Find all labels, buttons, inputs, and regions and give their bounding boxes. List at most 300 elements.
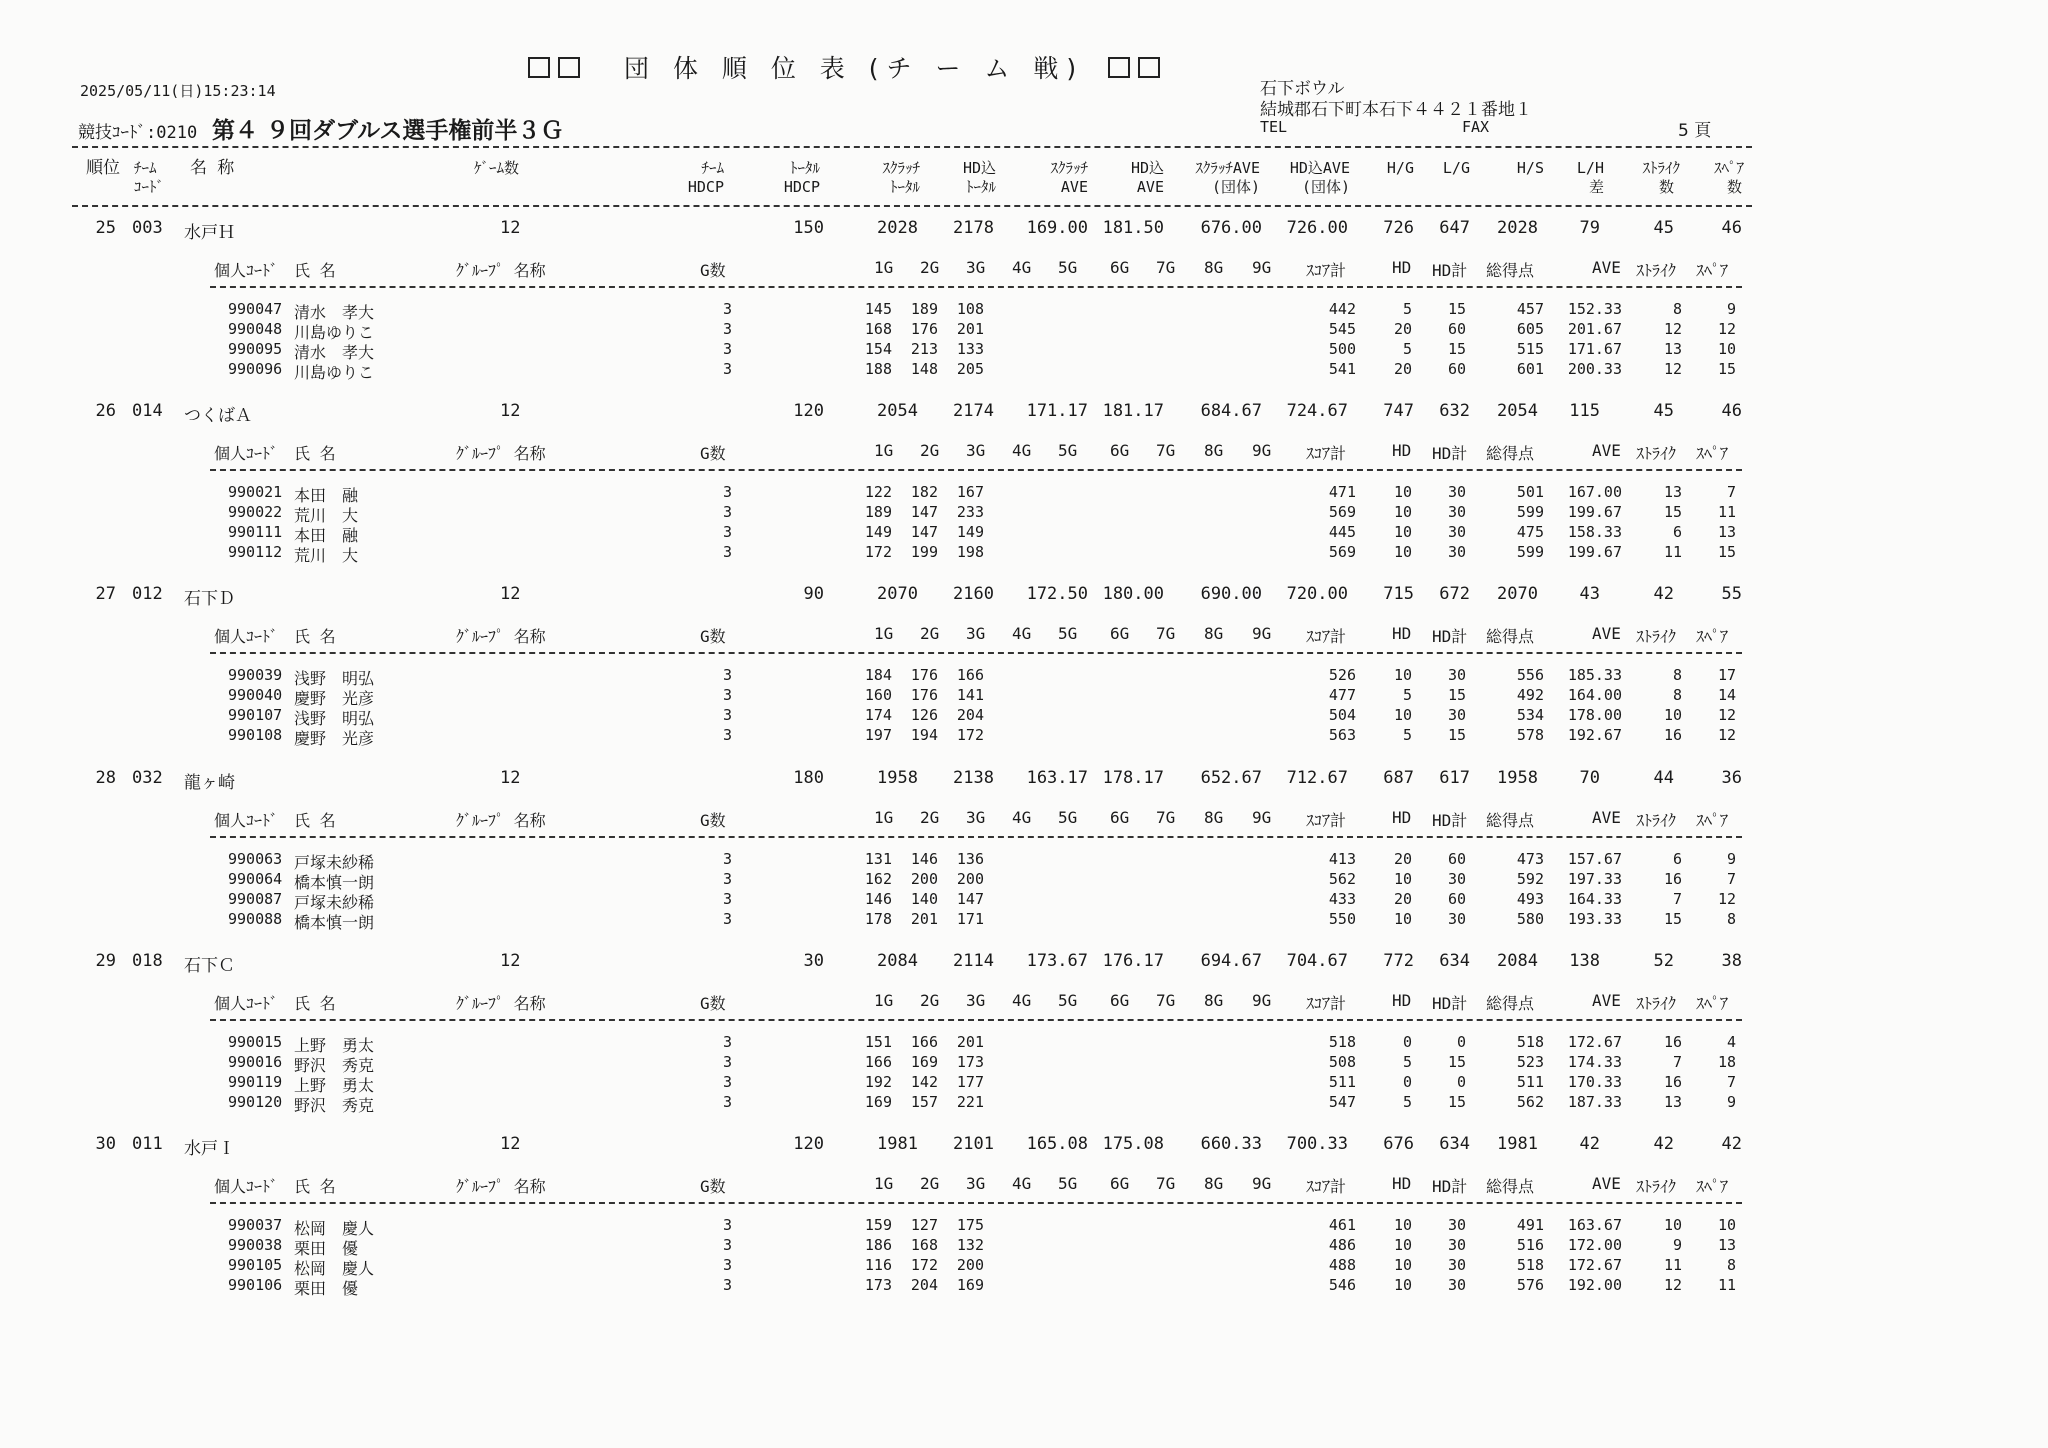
player-header-rule: [210, 836, 1742, 838]
player-col-g7: 7G: [1156, 990, 1176, 1010]
player-g3: 205: [956, 360, 984, 378]
player-score: 511: [1328, 1072, 1356, 1091]
player-g3: 147: [956, 889, 984, 908]
player-points: 576: [1516, 1276, 1544, 1294]
page-number: 5 頁: [1678, 121, 1712, 141]
player-col-games: G数: [700, 627, 726, 647]
player-hd-total: 30: [1447, 869, 1466, 888]
player-header-rule: [210, 286, 1742, 288]
col-lg: L/G: [1442, 159, 1470, 177]
player-points: 457: [1516, 300, 1544, 318]
team-games: 12: [500, 401, 521, 422]
team-hg: 747: [1383, 401, 1414, 422]
player-hd: 10: [1393, 869, 1412, 888]
player-col-score: ｽｺｱ計: [1306, 627, 1347, 647]
player-games: 3: [722, 340, 732, 358]
player-code: 990015: [228, 1032, 283, 1051]
player-hd-total: 15: [1447, 686, 1466, 705]
col-games: ｹﾞｰﾑ数: [474, 159, 520, 177]
team-total-hdcp: 120: [793, 1134, 824, 1154]
player-hd-total: 60: [1447, 889, 1466, 908]
team-lh: 79: [1579, 218, 1600, 238]
player-strikes: 10: [1663, 1216, 1682, 1234]
player-spares: 12: [1717, 320, 1736, 338]
team-hd-ave-team: 724.67: [1286, 401, 1348, 422]
team-lg: 634: [1439, 1134, 1470, 1154]
player-col-g6: 6G: [1110, 1174, 1130, 1193]
player-score: 471: [1328, 483, 1356, 502]
team-lh: 138: [1569, 950, 1600, 971]
player-g3: 201: [956, 1032, 984, 1051]
col-team-hdcp-1: ﾁｰﾑ: [701, 159, 724, 177]
player-name: 上野 勇太: [294, 1035, 375, 1055]
player-col-g1: 1G: [874, 441, 894, 461]
team-hd-total: 2114: [953, 950, 994, 971]
player-code: 990064: [228, 869, 283, 888]
player-ave: 158.33: [1567, 523, 1622, 542]
tel-label: TEL: [1260, 118, 1288, 136]
player-games: 3: [722, 1236, 732, 1254]
player-g1: 188: [864, 360, 892, 378]
player-col-g9: 9G: [1252, 1174, 1272, 1193]
player-g1: 186: [864, 1236, 892, 1254]
player-col-points: 総得点: [1486, 993, 1535, 1013]
player-g2: 213: [910, 340, 938, 358]
player-col-g3: 3G: [966, 1174, 986, 1193]
col-strikes-1: ｽﾄﾗｲｸ: [1642, 159, 1680, 177]
col-hd-ave-team-1: HD込AVE: [1289, 159, 1350, 177]
player-code: 990105: [228, 1256, 283, 1274]
player-col-g5: 5G: [1058, 807, 1078, 827]
player-col-hd: HD: [1392, 1174, 1412, 1193]
player-name: 川島ゆりこ: [294, 363, 375, 382]
team-strikes: 45: [1653, 401, 1674, 422]
player-col-g6: 6G: [1110, 807, 1130, 827]
player-col-games: G数: [700, 810, 726, 830]
team-name: 石下Ｄ: [184, 589, 235, 610]
player-g3: 204: [956, 706, 984, 725]
player-col-g9: 9G: [1252, 990, 1272, 1010]
player-spares: 10: [1717, 1216, 1736, 1234]
player-hd: 10: [1393, 706, 1412, 725]
player-points: 592: [1516, 869, 1544, 888]
player-points: 599: [1516, 503, 1544, 522]
player-strikes: 6: [1672, 849, 1682, 868]
player-strikes: 9: [1672, 1236, 1682, 1254]
player-col-g8: 8G: [1204, 1174, 1224, 1193]
player-points: 492: [1516, 686, 1544, 705]
player-strikes: 13: [1663, 1092, 1682, 1111]
player-g1: 116: [864, 1256, 892, 1274]
player-name: 野沢 秀克: [294, 1095, 375, 1115]
player-spares: 13: [1717, 523, 1736, 542]
player-g2: 166: [910, 1032, 938, 1051]
player-score: 508: [1328, 1052, 1356, 1071]
team-hd-ave: 181.50: [1102, 218, 1164, 238]
player-hd-total: 30: [1447, 543, 1466, 562]
player-col-spare: ｽﾍﾟｱ: [1696, 444, 1729, 464]
player-g1: 145: [864, 300, 892, 318]
team-hd-total: 2160: [953, 584, 994, 605]
player-ave: 167.00: [1567, 483, 1622, 502]
player-col-score: ｽｺｱ計: [1306, 1177, 1347, 1196]
team-lg: 617: [1439, 767, 1470, 788]
player-hd: 5: [1402, 686, 1412, 705]
player-score: 526: [1328, 666, 1356, 685]
team-rank: 30: [95, 1134, 116, 1154]
player-code: 990107: [228, 706, 283, 725]
col-scratch-ave-team-1: ｽｸﾗｯﾁAVE: [1195, 159, 1260, 177]
player-col-strike: ｽﾄﾗｲｸ: [1636, 993, 1677, 1013]
player-col-hd-total: HD計: [1432, 261, 1468, 280]
player-g1: 192: [864, 1072, 892, 1091]
player-spares: 12: [1717, 706, 1736, 725]
player-games: 3: [722, 360, 732, 378]
col-scratch-total-1: ｽｸﾗｯﾁ: [882, 159, 920, 177]
team-name: 龍ヶ崎: [184, 772, 235, 793]
team-hd-ave: 175.08: [1102, 1134, 1164, 1154]
player-name: 慶野 光彦: [294, 729, 375, 749]
player-col-games: G数: [700, 261, 726, 280]
player-header-rule: [210, 652, 1742, 654]
player-g2: 204: [910, 1276, 938, 1294]
player-strikes: 16: [1663, 1072, 1682, 1091]
event-name: 第４ ９回ダブルス選手権前半３Ｇ: [212, 118, 564, 144]
player-g1: 172: [864, 543, 892, 562]
player-col-g3: 3G: [966, 441, 986, 461]
player-ave: 157.67: [1567, 849, 1622, 868]
player-col-g9: 9G: [1252, 258, 1272, 277]
player-name: 慶野 光彦: [294, 689, 375, 709]
player-g2: 140: [910, 889, 938, 908]
player-col-name: 氏 名: [294, 444, 336, 464]
player-g3: 133: [956, 340, 984, 358]
player-g1: 166: [864, 1052, 892, 1071]
player-spares: 7: [1726, 1072, 1736, 1091]
team-total-hdcp: 180: [793, 767, 824, 788]
player-games: 3: [722, 320, 732, 338]
player-strikes: 7: [1672, 1052, 1682, 1071]
player-col-strike: ｽﾄﾗｲｸ: [1636, 810, 1677, 830]
player-col-g2: 2G: [920, 1174, 940, 1193]
player-spares: 11: [1717, 503, 1736, 522]
player-name: 栗田 優: [294, 1239, 359, 1258]
player-g2: 182: [910, 483, 938, 502]
player-code: 990047: [228, 300, 283, 318]
player-ave: 199.67: [1567, 543, 1622, 562]
player-g3: 149: [956, 523, 984, 542]
report-title: 団 体 順 位 表 (チ ー ム 戦): [624, 54, 1085, 83]
player-hd-total: 60: [1447, 320, 1466, 338]
player-col-g6: 6G: [1110, 990, 1130, 1010]
player-col-g8: 8G: [1204, 258, 1224, 277]
team-hs: 1981: [1497, 1134, 1538, 1154]
col-scratch-ave-1: ｽｸﾗｯﾁ: [1050, 159, 1088, 177]
col-hd-total-1: HD込: [962, 159, 996, 177]
player-strikes: 15: [1663, 503, 1682, 522]
player-strikes: 16: [1663, 1032, 1682, 1051]
team-scratch-ave: 169.00: [1026, 218, 1088, 238]
player-col-strike: ｽﾄﾗｲｸ: [1636, 444, 1677, 464]
player-g3: 221: [956, 1092, 984, 1111]
player-spares: 4: [1726, 1032, 1736, 1051]
player-games: 3: [722, 706, 732, 725]
player-col-games: G数: [700, 444, 726, 464]
player-col-spare: ｽﾍﾟｱ: [1696, 810, 1729, 830]
player-g2: 199: [910, 543, 938, 562]
player-ave: 197.33: [1567, 869, 1622, 888]
player-g3: 108: [956, 300, 984, 318]
player-g2: 147: [910, 503, 938, 522]
player-g3: 172: [956, 726, 984, 745]
player-code: 990111: [228, 523, 283, 542]
player-g3: 233: [956, 503, 984, 522]
player-name: 本田 融: [294, 486, 359, 506]
player-code: 990037: [228, 1216, 283, 1234]
team-hd-ave: 180.00: [1102, 584, 1164, 605]
team-hg: 726: [1383, 218, 1414, 238]
player-points: 493: [1516, 889, 1544, 908]
team-lh: 115: [1569, 401, 1600, 422]
player-g2: 157: [910, 1092, 938, 1111]
player-name: 清水 孝大: [294, 343, 375, 362]
team-code: 003: [132, 218, 163, 238]
player-col-group: ｸﾞﾙｰﾌﾟ 名称: [456, 1177, 546, 1196]
player-hd: 10: [1393, 1256, 1412, 1274]
player-col-ave: AVE: [1592, 990, 1621, 1010]
player-ave: 171.67: [1567, 340, 1622, 358]
player-col-g7: 7G: [1156, 807, 1176, 827]
team-hd-total: 2178: [953, 218, 994, 238]
player-col-g8: 8G: [1204, 990, 1224, 1010]
player-col-ave: AVE: [1592, 1174, 1621, 1193]
player-ave: 200.33: [1567, 360, 1622, 378]
col-rank: 順位: [86, 158, 120, 178]
player-games: 3: [722, 686, 732, 705]
player-hd-total: 15: [1447, 300, 1466, 318]
player-score: 562: [1328, 869, 1356, 888]
player-col-g6: 6G: [1110, 258, 1130, 277]
col-team-code-2: ｺｰﾄﾞ: [134, 178, 165, 196]
player-col-g5: 5G: [1058, 1174, 1078, 1193]
player-col-name: 氏 名: [294, 627, 336, 647]
player-name: 松岡 慶人: [294, 1259, 375, 1278]
player-col-group: ｸﾞﾙｰﾌﾟ 名称: [456, 627, 546, 647]
player-col-g1: 1G: [874, 807, 894, 827]
player-col-g4: 4G: [1012, 624, 1032, 644]
player-spares: 7: [1726, 483, 1736, 502]
player-g1: 189: [864, 503, 892, 522]
player-games: 3: [722, 523, 732, 542]
team-hg: 715: [1383, 584, 1414, 605]
player-name: 川島ゆりこ: [294, 323, 375, 342]
player-ave: 178.00: [1567, 706, 1622, 725]
player-code: 990112: [228, 543, 283, 562]
team-name: 石下Ｃ: [184, 955, 235, 976]
team-hs: 2084: [1497, 950, 1538, 971]
player-code: 990016: [228, 1052, 283, 1071]
player-points: 578: [1516, 726, 1544, 745]
player-points: 515: [1516, 340, 1544, 358]
player-games: 3: [722, 849, 732, 868]
player-col-points: 総得点: [1486, 1177, 1535, 1196]
team-scratch-total: 2054: [877, 401, 918, 422]
player-strikes: 8: [1672, 686, 1682, 705]
player-spares: 15: [1717, 360, 1736, 378]
player-g1: 184: [864, 666, 892, 685]
team-name: 水戸Ｈ: [184, 223, 235, 243]
player-hd: 5: [1402, 300, 1412, 318]
team-hg: 676: [1383, 1134, 1414, 1154]
player-hd-total: 30: [1447, 523, 1466, 542]
player-col-group: ｸﾞﾙｰﾌﾟ 名称: [456, 261, 546, 280]
player-code: 990108: [228, 726, 283, 745]
player-code: 990063: [228, 849, 283, 868]
title-box-icon: [558, 57, 580, 78]
player-hd: 20: [1393, 849, 1412, 868]
player-points: 518: [1516, 1032, 1544, 1051]
player-games: 3: [722, 666, 732, 685]
player-spares: 9: [1726, 1092, 1736, 1111]
col-scratch-ave-team-2: (団体): [1211, 178, 1260, 196]
player-col-ave: AVE: [1592, 441, 1621, 461]
player-col-points: 総得点: [1486, 444, 1535, 464]
player-col-spare: ｽﾍﾟｱ: [1696, 1177, 1729, 1196]
player-col-points: 総得点: [1486, 810, 1535, 830]
player-score: 550: [1328, 909, 1356, 928]
player-spares: 9: [1726, 849, 1736, 868]
player-g2: 176: [910, 666, 938, 685]
player-games: 3: [722, 869, 732, 888]
player-hd-total: 30: [1447, 909, 1466, 928]
player-g2: 168: [910, 1236, 938, 1254]
venue-address: 結城郡石下町本石下４４２１番地１: [1260, 100, 1532, 120]
player-points: 491: [1516, 1216, 1544, 1234]
header-bottom-rule: [72, 205, 1752, 207]
player-g1: 173: [864, 1276, 892, 1294]
player-col-g3: 3G: [966, 624, 986, 644]
player-code: 990088: [228, 909, 283, 928]
team-lg: 647: [1439, 218, 1470, 238]
player-ave: 164.33: [1567, 889, 1622, 908]
team-lh: 70: [1579, 767, 1600, 788]
player-ave: 152.33: [1567, 300, 1622, 318]
col-spares-2: 数: [1726, 178, 1742, 196]
team-hg: 687: [1383, 767, 1414, 788]
player-code: 990048: [228, 320, 283, 338]
team-scratch-ave: 171.17: [1026, 401, 1088, 422]
player-g3: 200: [956, 1256, 984, 1274]
player-g1: 151: [864, 1032, 892, 1051]
player-g2: 142: [910, 1072, 938, 1091]
team-strikes: 42: [1653, 1134, 1674, 1154]
player-hd: 0: [1402, 1072, 1412, 1091]
team-lg: 672: [1439, 584, 1470, 605]
team-scratch-ave: 163.17: [1026, 767, 1088, 788]
team-code: 032: [132, 767, 163, 788]
player-col-score: ｽｺｱ計: [1306, 993, 1347, 1013]
title-box-icon: [1138, 57, 1160, 78]
player-hd: 10: [1393, 503, 1412, 522]
col-total-hdcp-1: ﾄｰﾀﾙ: [789, 159, 820, 177]
col-scratch-ave-2: AVE: [1060, 178, 1088, 196]
team-hs: 2070: [1497, 584, 1538, 605]
player-hd: 10: [1393, 909, 1412, 928]
player-ave: 193.33: [1567, 909, 1622, 928]
player-name: 本田 融: [294, 526, 359, 546]
player-g3: 132: [956, 1236, 984, 1254]
player-col-g4: 4G: [1012, 990, 1032, 1010]
player-ave: 192.67: [1567, 726, 1622, 745]
player-name: 上野 勇太: [294, 1075, 375, 1095]
player-hd: 20: [1393, 889, 1412, 908]
player-spares: 13: [1717, 1236, 1736, 1254]
col-hd-ave-1: HD込: [1130, 159, 1164, 177]
player-points: 473: [1516, 849, 1544, 868]
player-points: 501: [1516, 483, 1544, 502]
player-col-g1: 1G: [874, 990, 894, 1010]
player-g2: 126: [910, 706, 938, 725]
player-col-g2: 2G: [920, 441, 940, 461]
player-hd: 5: [1402, 340, 1412, 358]
player-g3: 141: [956, 686, 984, 705]
player-col-code: 個人ｺｰﾄﾞ: [214, 444, 279, 464]
team-strikes: 52: [1653, 950, 1674, 971]
print-timestamp: 2025/05/11(日)15:23:14: [80, 82, 276, 100]
player-code: 990120: [228, 1092, 283, 1111]
venue-name: 石下ボウル: [1260, 79, 1345, 99]
col-team-name: 名 称: [190, 158, 235, 178]
player-points: 599: [1516, 543, 1544, 562]
player-ave: 185.33: [1567, 666, 1622, 685]
team-rank: 28: [95, 767, 116, 788]
player-g3: 171: [956, 909, 984, 928]
team-total-hdcp: 30: [803, 950, 824, 971]
player-col-hd: HD: [1392, 441, 1412, 461]
player-col-strike: ｽﾄﾗｲｸ: [1636, 627, 1677, 647]
player-strikes: 8: [1672, 300, 1682, 318]
team-spares: 46: [1721, 401, 1742, 422]
player-spares: 15: [1717, 543, 1736, 562]
player-points: 556: [1516, 666, 1544, 685]
player-hd: 20: [1393, 360, 1412, 378]
player-g1: 162: [864, 869, 892, 888]
team-scratch-ave-team: 690.00: [1200, 584, 1262, 605]
player-col-g7: 7G: [1156, 1174, 1176, 1193]
player-col-g6: 6G: [1110, 441, 1130, 461]
player-col-points: 総得点: [1486, 261, 1535, 280]
player-games: 3: [722, 300, 732, 318]
player-spares: 18: [1717, 1052, 1736, 1071]
player-col-hd: HD: [1392, 624, 1412, 644]
player-g3: 136: [956, 849, 984, 868]
player-col-score: ｽｺｱ計: [1306, 444, 1347, 464]
player-hd-total: 30: [1447, 1236, 1466, 1254]
player-col-points: 総得点: [1486, 627, 1535, 647]
col-hg: H/G: [1386, 159, 1414, 177]
player-col-name: 氏 名: [294, 1177, 336, 1196]
player-g1: 122: [864, 483, 892, 502]
col-lh-2: 差: [1588, 178, 1604, 196]
player-spares: 17: [1717, 666, 1736, 685]
player-hd-total: 0: [1456, 1032, 1466, 1051]
player-col-g9: 9G: [1252, 807, 1272, 827]
player-hd-total: 30: [1447, 1256, 1466, 1274]
player-score: 547: [1328, 1092, 1356, 1111]
player-score: 500: [1328, 340, 1356, 358]
player-score: 461: [1328, 1216, 1356, 1234]
player-ave: 170.33: [1567, 1072, 1622, 1091]
